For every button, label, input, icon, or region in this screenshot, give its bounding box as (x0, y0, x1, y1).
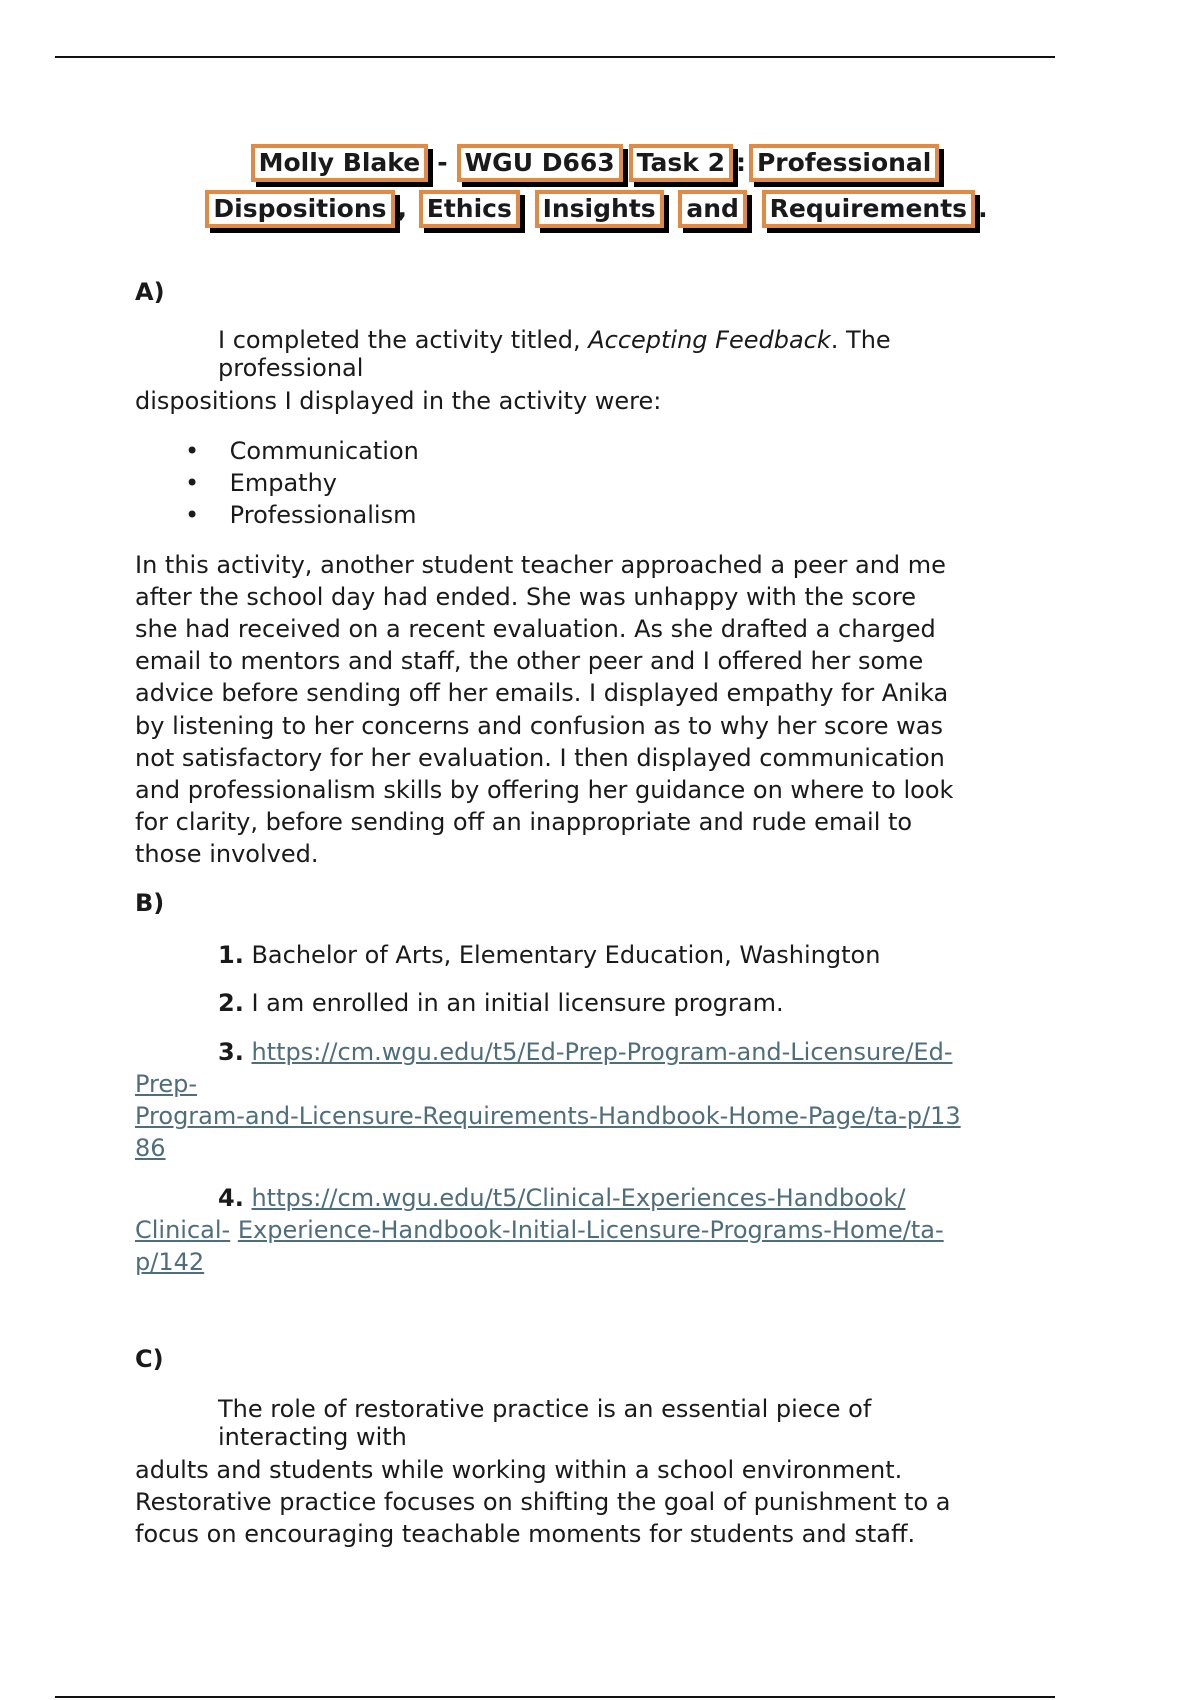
bullet-item: • Professionalism (185, 501, 417, 529)
bottom-rule (55, 1696, 1055, 1698)
top-rule (55, 56, 1055, 58)
paragraph-line: focus on encouraging teachable moments for students and staff. (135, 1520, 916, 1548)
title-sep: . (978, 194, 988, 223)
paragraph-line: interacting with (218, 1423, 407, 1451)
intro-text: I completed the activity titled, (218, 326, 589, 354)
paragraph-line: The role of restorative practice is an essential piece of (218, 1395, 872, 1423)
paragraph-line: and professionalism skills by offering her guidance on where to look (135, 776, 954, 804)
paragraph-line: not satisfactory for her evaluation. I then displayed communication (135, 744, 945, 772)
handbook-link[interactable]: Prep- (135, 1070, 198, 1098)
section-a-heading: A) (135, 278, 165, 306)
activity-title: Accepting Feedback (588, 326, 831, 354)
intro-text: . The (830, 326, 891, 354)
intro-line: professional (218, 354, 364, 382)
clinical-handbook-link[interactable]: p/142 (135, 1248, 205, 1276)
title-word: Dispositions (205, 190, 394, 228)
title-word: Requirements (762, 190, 975, 228)
list-item: 3. https://cm.wgu.edu/t5/Ed-Prep-Program-and-Licensure/Ed- (218, 1038, 953, 1066)
title-sep: , (397, 194, 408, 223)
title-word: and (678, 190, 747, 228)
paragraph-line: she had received on a recent evaluation. As she drafted a charged (135, 615, 936, 643)
title-sep: - (437, 148, 448, 177)
bullet-item: • Empathy (185, 469, 337, 497)
title-word: Molly Blake (251, 144, 429, 182)
list-item: 2. I am enrolled in an initial licensure program. (218, 989, 784, 1017)
bullet-item: • Communication (185, 437, 419, 465)
paragraph-line: advice before sending off her emails. I displayed empathy for Anika (135, 679, 949, 707)
list-item: 1. Bachelor of Arts, Elementary Education, Washington (218, 941, 881, 969)
section-b-heading: B) (135, 889, 165, 917)
clinical-handbook-link[interactable]: https://cm.wgu.edu/t5/Clinical-Experiences-Handbook/ (251, 1184, 906, 1212)
clinical-handbook-link[interactable]: Clinical- (135, 1216, 231, 1244)
paragraph-line: for clarity, before sending off an inappropriate and rude email to (135, 808, 913, 836)
handbook-link[interactable]: 86 (135, 1134, 166, 1162)
paragraph-line: Restorative practice focuses on shifting the goal of punishment to a (135, 1488, 951, 1516)
paragraph-line: email to mentors and staff, the other peer and I offered her some (135, 647, 924, 675)
paragraph-line: those involved. (135, 840, 319, 868)
title-word: Ethics (419, 190, 520, 228)
handbook-link[interactable]: https://cm.wgu.edu/t5/Ed-Prep-Program-and-Licensure/Ed- (251, 1038, 953, 1066)
paragraph-line: In this activity, another student teacher approached a peer and me (135, 551, 946, 579)
title-word: Insights (535, 190, 664, 228)
title-sep: : (735, 148, 746, 177)
title-word: WGU D663 (457, 144, 623, 182)
clinical-handbook-link[interactable]: Experience-Handbook-Initial-Licensure-Programs-Home/ta- (237, 1216, 944, 1244)
section-c-heading: C) (135, 1345, 164, 1373)
title-word: Task 2 (629, 144, 733, 182)
handbook-link[interactable]: Program-and-Licensure-Requirements-Handbook-Home-Page/ta-p/13 (135, 1102, 961, 1130)
paragraph-line: by listening to her concerns and confusion as to why her score was (135, 712, 943, 740)
list-item: 4. https://cm.wgu.edu/t5/Clinical-Experiences-Handbook/ (218, 1184, 906, 1212)
title-word: Professional (749, 144, 939, 182)
document-title (135, 140, 1055, 232)
paragraph-line: adults and students while working within a school environment. (135, 1456, 903, 1484)
paragraph-line: after the school day had ended. She was unhappy with the score (135, 583, 917, 611)
intro-line (218, 325, 891, 355)
intro-line: dispositions I displayed in the activity were: (135, 387, 662, 415)
